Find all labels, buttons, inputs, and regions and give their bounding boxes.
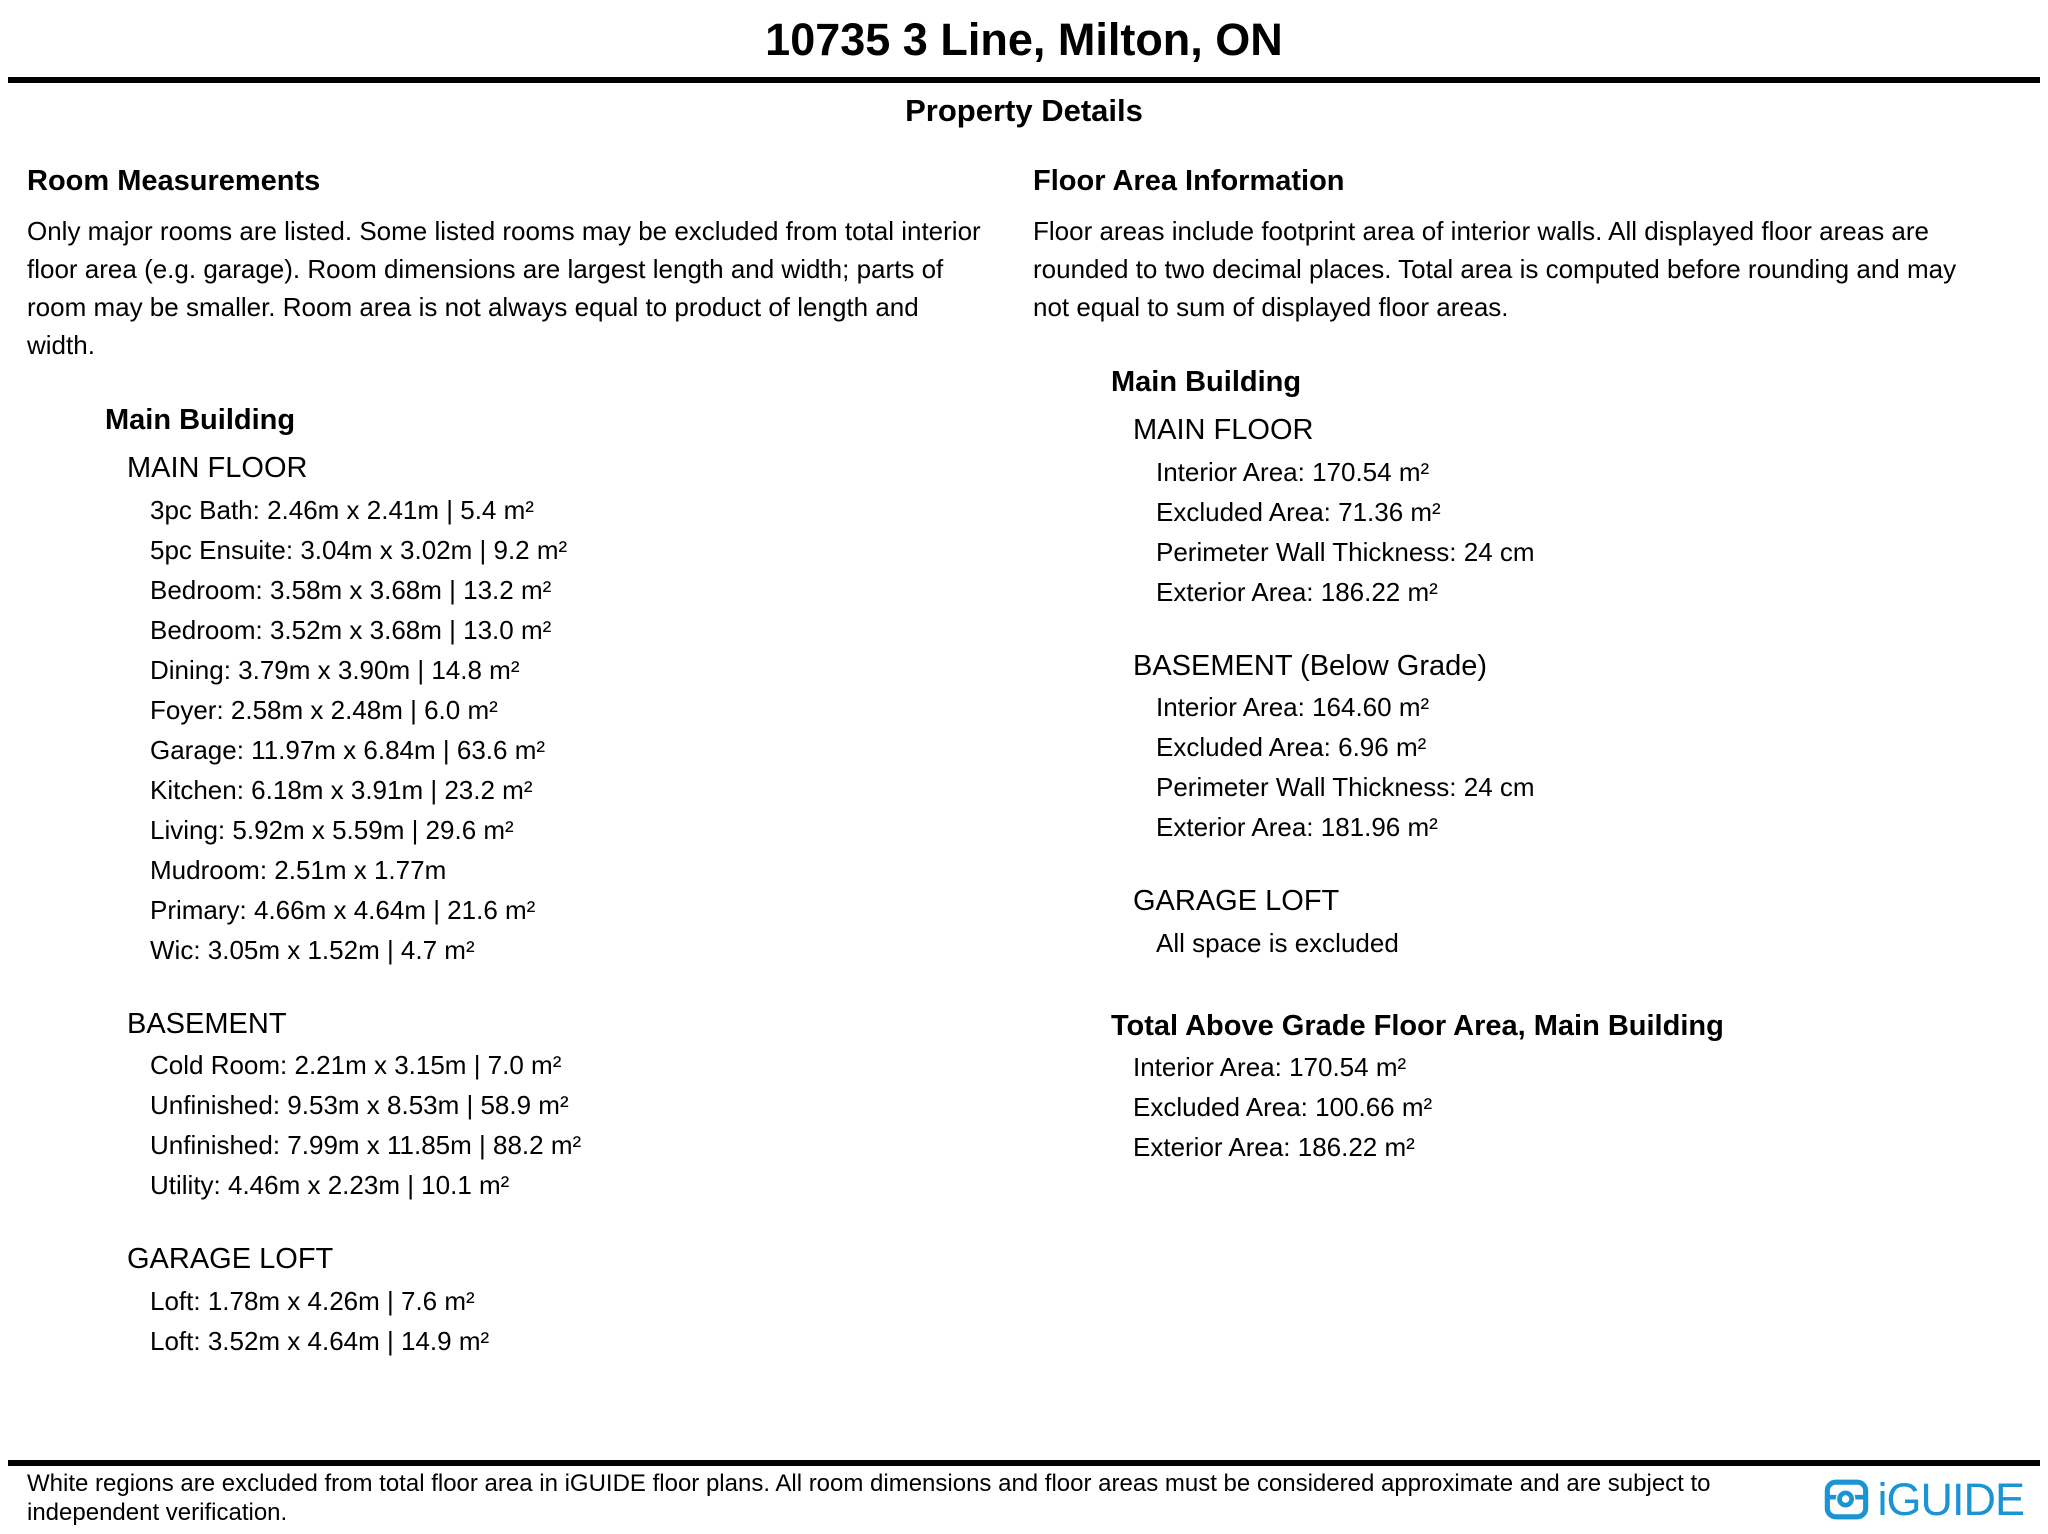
content-columns — [0, 166, 2048, 1361]
room-measurement-item: Garage: 11.97m x 6.84m | 63.6 m² — [150, 734, 546, 765]
room-measurement-item: Bedroom: 3.58m x 3.68m | 13.2 m² — [150, 574, 552, 605]
iguide-logo-text: iGUIDE — [1877, 1473, 2024, 1525]
area-group-garage-loft — [1033, 884, 2024, 963]
room-measurement-item: Unfinished: 9.53m x 8.53m | 58.9 m² — [150, 1090, 569, 1121]
room-measurement-item: Living: 5.92m x 5.59m | 29.6 m² — [150, 814, 514, 845]
room-measurement-item: Unfinished: 7.99m x 11.85m | 88.2 m² — [150, 1130, 582, 1161]
floor-area-stat: Exterior Area: 181.96 m² — [1156, 812, 1438, 843]
floor-name: BASEMENT — [127, 1007, 287, 1040]
building-name: Main Building — [1111, 365, 1302, 398]
room-measurements-heading: Room Measurements — [27, 165, 321, 197]
page-footer — [0, 1460, 2048, 1534]
floor-group-basement — [27, 1007, 1003, 1206]
floor-area-stat: Perimeter Wall Thickness: 24 cm — [1156, 772, 1535, 803]
floor-name: GARAGE LOFT — [127, 1243, 334, 1276]
room-list-basement — [27, 1045, 1003, 1205]
floor-area-stat: Perimeter Wall Thickness: 24 cm — [1156, 536, 1535, 567]
area-stats-main-floor — [1033, 452, 2024, 612]
area-stats-basement — [1033, 687, 2024, 847]
floor-name: MAIN FLOOR — [127, 451, 308, 484]
room-measurement-item: Loft: 3.52m x 4.64m | 14.9 m² — [150, 1326, 490, 1357]
floor-area-stat: All space is excluded — [1156, 928, 1399, 959]
page-title: 10735 3 Line, Milton, ON — [765, 14, 1283, 65]
total-area-stat: Excluded Area: 100.66 m² — [1133, 1092, 1433, 1123]
page-header — [0, 0, 2048, 126]
room-measurement-item: Loft: 1.78m x 4.26m | 7.6 m² — [150, 1286, 475, 1317]
floor-name: GARAGE LOFT — [1133, 885, 1340, 918]
floor-area-description: Floor areas include footprint area of interior walls. All displayed floor areas are rounded to two decimal places. Total area is computed before rounding and may not equal to sum of displayed floor areas. — [1033, 215, 1957, 322]
area-group-main-floor — [1033, 413, 2024, 612]
total-above-grade-stats — [1033, 1047, 2024, 1167]
room-measurement-item: Bedroom: 3.52m x 3.68m | 13.0 m² — [150, 614, 552, 645]
room-measurement-item: Kitchen: 6.18m x 3.91m | 23.2 m² — [150, 774, 533, 805]
room-measurement-item: Foyer: 2.58m x 2.48m | 6.0 m² — [150, 694, 498, 725]
room-measurement-item: Primary: 4.66m x 4.64m | 21.6 m² — [150, 894, 536, 925]
floor-group-garage-loft — [27, 1242, 1003, 1361]
floor-name: BASEMENT (Below Grade) — [1133, 649, 1488, 682]
room-measurement-item: Dining: 3.79m x 3.90m | 14.8 m² — [150, 654, 520, 685]
page-subtitle: Property Details — [905, 93, 1143, 128]
floor-group-main-floor — [27, 451, 1003, 970]
room-measurement-item: Utility: 4.46m x 2.23m | 10.1 m² — [150, 1170, 510, 1201]
footer-disclaimer: White regions are excluded from total floor area in iGUIDE floor plans. All room dimensions and floor areas must be considered approximate and are subject to independent verification. — [27, 1470, 1711, 1527]
total-above-grade-heading: Total Above Grade Floor Area, Main Building — [1111, 1010, 1724, 1043]
room-measurement-item: Cold Room: 2.21m x 3.15m | 7.0 m² — [150, 1050, 562, 1081]
iguide-camera-icon — [1823, 1478, 1870, 1521]
floor-area-stat: Interior Area: 170.54 m² — [1156, 456, 1430, 487]
total-area-stat: Exterior Area: 186.22 m² — [1133, 1132, 1415, 1163]
room-measurement-item: 5pc Ensuite: 3.04m x 3.02m | 9.2 m² — [150, 534, 568, 565]
floor-area-stat: Excluded Area: 6.96 m² — [1156, 732, 1427, 763]
room-list-main-floor — [27, 490, 1003, 970]
floor-area-heading: Floor Area Information — [1033, 165, 1345, 197]
iguide-logo — [1823, 1473, 2024, 1525]
footer-row — [0, 1466, 2048, 1534]
floor-area-stat: Excluded Area: 71.36 m² — [1156, 496, 1441, 527]
total-area-stat: Interior Area: 170.54 m² — [1133, 1052, 1407, 1083]
floor-name: MAIN FLOOR — [1133, 413, 1314, 446]
room-list-garage-loft — [27, 1281, 1003, 1361]
floor-area-section — [1003, 166, 2048, 1361]
floor-area-stat: Exterior Area: 186.22 m² — [1156, 576, 1438, 607]
floor-area-stat: Interior Area: 164.60 m² — [1156, 692, 1430, 723]
room-measurement-item: 3pc Bath: 2.46m x 2.41m | 5.4 m² — [150, 494, 534, 525]
room-measurement-item: Wic: 3.05m x 1.52m | 4.7 m² — [150, 934, 475, 965]
room-measurements-section — [0, 166, 1003, 1361]
area-group-basement — [1033, 649, 2024, 848]
room-measurements-description: Only major rooms are listed. Some listed rooms may be excluded from total interior floor area (e.g. garage). Room dimensions are largest length and width; parts of room may be smaller. Room area is not always equal to product of length and width. — [27, 215, 981, 360]
room-measurement-item: Mudroom: 2.51m x 1.77m — [150, 854, 447, 885]
building-name: Main Building — [105, 403, 296, 436]
area-stats-garage-loft — [1033, 923, 2024, 963]
